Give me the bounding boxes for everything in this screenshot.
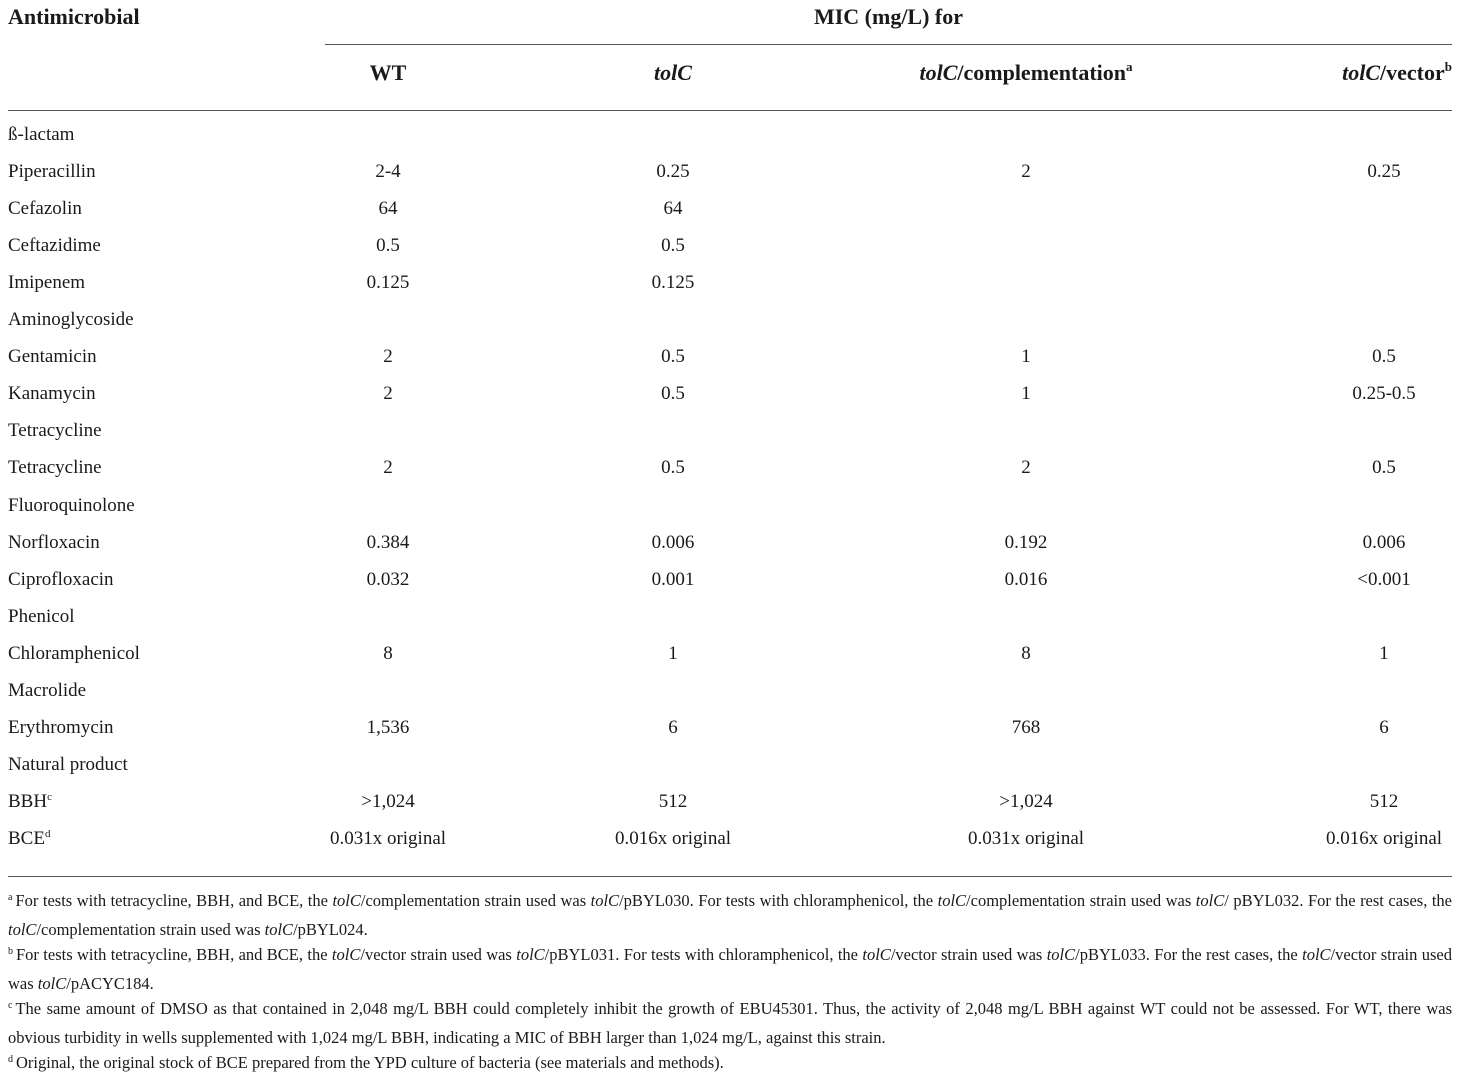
row-label: [8, 420, 102, 442]
table-row: [0, 495, 1460, 532]
row-label-text: BCE: [8, 828, 45, 849]
table-row: [0, 457, 1460, 494]
group-header-rule: [325, 44, 1452, 45]
cell-vector: <0.001: [1357, 569, 1411, 590]
row-label: [8, 791, 52, 813]
column-header-vector: [1342, 60, 1452, 86]
cell-vector: 0.5: [1372, 457, 1396, 478]
cell-vector: 0.5: [1372, 346, 1396, 367]
table-row: [0, 791, 1460, 828]
cell-complementation: 1: [1021, 346, 1031, 367]
footnote-a-marker: a: [8, 892, 13, 903]
cell-vector: 1: [1379, 643, 1389, 664]
column-header-tolc: [654, 60, 692, 86]
cell-tolc: 6: [668, 717, 678, 738]
table-row: [0, 346, 1460, 383]
cell-tolc: 0.25: [656, 161, 690, 182]
footnote-b: $^b$ For tests with tetracycline, BBH, and BCE, the tolC/vector strain used was tolC/pBYL031. For tests with chloramphenicol, the tolC/vector strain used was tolC/pBYL033. For the rest cases, the tolC/vector strain used was tolC/pACYC184.: [8, 945, 1453, 993]
cell-tolc: 0.5: [661, 457, 685, 478]
cell-tolc: 0.016x original: [614, 828, 732, 849]
row-label-text: Ciprofloxacin: [8, 569, 114, 590]
cell-vector: 0.25: [1367, 161, 1401, 182]
row-label-text: Tetracycline: [8, 457, 102, 478]
footnote-d-marker: d: [8, 1054, 13, 1065]
row-label: [8, 569, 114, 591]
cell-vector: 0.006: [1362, 532, 1406, 553]
row-label-text: Ceftazidime: [8, 235, 101, 256]
cell-wt: 0.384: [366, 532, 410, 553]
cell-tolc: 1: [668, 643, 678, 664]
mic-group-header: MIC (mg/L) for: [813, 4, 964, 29]
cell-wt: 8: [383, 643, 393, 664]
footnote-marker-a: a: [1126, 59, 1133, 74]
row-label: [8, 309, 134, 331]
footnotes: [8, 888, 1452, 1079]
cell-vector: 512: [1369, 791, 1399, 812]
column-header-tolc-label: tolC: [654, 60, 692, 85]
cell-complementation: 2: [1021, 161, 1031, 182]
column-header-wt: [370, 60, 407, 86]
row-label: [8, 272, 85, 294]
table-row: [0, 161, 1460, 198]
table-row: [0, 532, 1460, 569]
row-label: [8, 606, 75, 628]
row-label: [8, 717, 114, 739]
row-label-text: Natural product: [8, 754, 128, 775]
row-label-text: Cefazolin: [8, 198, 82, 219]
cell-tolc: 0.125: [651, 272, 695, 293]
cell-complementation: 0.031x original: [967, 828, 1085, 849]
column-header-vector-gene: tolC: [1342, 60, 1381, 85]
cell-wt: 2: [383, 346, 393, 367]
row-label: [8, 457, 102, 479]
column-header-complementation-gene: tolC: [919, 60, 958, 85]
row-label: [8, 198, 82, 220]
row-label-text: Gentamicin: [8, 346, 97, 367]
footnote-c: $^c$ The same amount of DMSO as that contained in 2,048 mg/L BBH could completely inhibit the growth of EBU45301. Thus, the activity of 2,048 mg/L BBH against WT could not be assessed. For WT, there was obvious turbidity in wells supplemented with 1,024 mg/L BBH, indicating a MIC of BBH larger than 1,024 mg/L, against this strain.: [8, 999, 1452, 1047]
cell-wt: 2-4: [375, 161, 401, 182]
row-label: [8, 754, 128, 776]
row-label-text: Aminoglycoside: [8, 309, 134, 330]
cell-complementation: 0.016: [1004, 569, 1048, 590]
cell-vector: 0.016x original: [1325, 828, 1443, 849]
row-footnote-marker: c: [47, 791, 52, 803]
cell-wt: 0.5: [376, 235, 400, 256]
cell-wt: >1,024: [361, 791, 415, 812]
row-label: [8, 124, 74, 146]
cell-wt: 0.031x original: [329, 828, 447, 849]
footnote-marker-b: b: [1444, 59, 1452, 74]
cell-tolc: 512: [658, 791, 688, 812]
cell-complementation: 2: [1021, 457, 1031, 478]
row-label-text: ß-lactam: [8, 124, 75, 145]
cell-wt: 1,536: [366, 717, 410, 738]
cell-wt: 2: [383, 383, 393, 404]
table-row: [0, 420, 1460, 457]
table-bottom-rule: [8, 876, 1452, 877]
row-label: [8, 532, 100, 554]
row-label-text: Erythromycin: [8, 717, 114, 738]
table-row: [0, 309, 1460, 346]
footnote-c-marker: c: [8, 1000, 13, 1011]
row-label: [8, 235, 101, 257]
row-label-text: Phenicol: [8, 606, 75, 627]
cell-tolc: 0.5: [661, 346, 685, 367]
cell-wt: 0.032: [366, 569, 410, 590]
footnote-b-marker: b: [8, 946, 13, 957]
table-row: [0, 235, 1460, 272]
table-row: [0, 828, 1460, 865]
row-footnote-marker: d: [44, 828, 51, 840]
table-row: [0, 754, 1460, 791]
table-row: [0, 680, 1460, 717]
row-label-text: Macrolide: [8, 680, 87, 701]
column-header-vector-label: /vector: [1380, 60, 1445, 85]
row-label-text: Piperacillin: [8, 161, 96, 182]
table-row: [0, 717, 1460, 754]
cell-vector: 0.25-0.5: [1352, 383, 1416, 404]
column-header-complementation-label: /complementation: [957, 60, 1127, 85]
cell-complementation: 768: [1011, 717, 1041, 738]
row-label: [8, 680, 86, 702]
cell-tolc: 0.5: [661, 383, 685, 404]
antimicrobial-column-header: Antimicrobial: [8, 4, 140, 29]
cell-tolc: 64: [663, 198, 683, 219]
cell-complementation: 0.192: [1004, 532, 1048, 553]
row-label-text: Imipenem: [8, 272, 86, 293]
cell-tolc: 0.006: [651, 532, 695, 553]
table-row: [0, 383, 1460, 420]
row-label: [8, 495, 135, 517]
table-row: [0, 606, 1460, 643]
row-label: [8, 383, 96, 405]
row-label: [8, 346, 97, 368]
row-label-text: Norfloxacin: [8, 532, 100, 553]
cell-complementation: 1: [1021, 383, 1031, 404]
table-row: [0, 643, 1460, 680]
row-label-text: Kanamycin: [8, 383, 96, 404]
column-header-wt-label: WT: [369, 60, 407, 85]
column-header-rule: [8, 110, 1452, 111]
row-label: [8, 643, 140, 665]
table-row: [0, 569, 1460, 606]
cell-wt: 64: [378, 198, 398, 219]
cell-vector: 6: [1379, 717, 1389, 738]
cell-tolc: 0.5: [661, 235, 685, 256]
footnote-a: $^a$ For tests with tetracycline, BBH, and BCE, the tolC/complementation strain used was tolC/pBYL030. For tests with chloramphenicol, the tolC/complementation strain used was tolC/ pBYL032. For the rest cases, the tolC/complementation strain used was tolC/pBYL024.: [8, 891, 1453, 939]
cell-complementation: >1,024: [999, 791, 1053, 812]
table-row: [0, 272, 1460, 309]
table-row: [0, 124, 1460, 161]
row-label: [8, 161, 96, 183]
row-label-text: Fluoroquinolone: [8, 495, 135, 516]
footnote-d: $^d$ Original, the original stock of BCE prepared from the YPD culture of bacteria (see materials and methods).: [8, 1053, 724, 1072]
row-label-text: Tetracycline: [8, 420, 102, 441]
column-header-complementation: [919, 60, 1132, 86]
cell-wt: 2: [383, 457, 393, 478]
row-label-text: BBH: [8, 791, 48, 812]
cell-complementation: 8: [1021, 643, 1031, 664]
table-row: [0, 198, 1460, 235]
cell-tolc: 0.001: [651, 569, 695, 590]
cell-wt: 0.125: [366, 272, 410, 293]
row-label-text: Chloramphenicol: [8, 643, 140, 664]
row-label: [8, 828, 50, 850]
